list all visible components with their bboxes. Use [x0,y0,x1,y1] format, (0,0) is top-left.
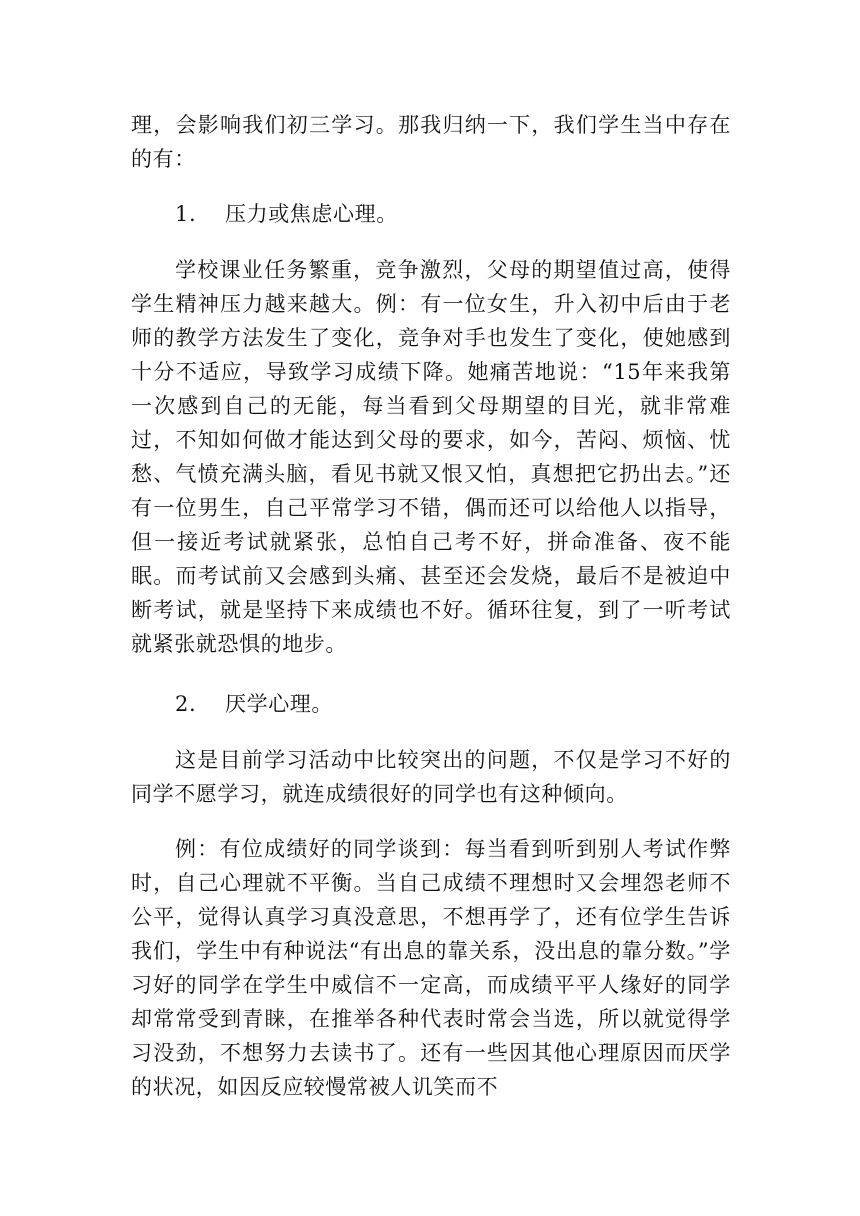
list-item-label: 压力或焦虑心理。 [225,202,398,226]
list-number: 2. [175,692,197,716]
list-item-pressure [175,197,398,231]
paragraph-boredom-description: 这是目前学习活动中比较突出的问题，不仅是学习不好的同学不愿学习，就连成绩很好的同学也有这种倾向。 [131,748,731,806]
list-item-label: 厌学心理。 [225,692,333,716]
list-number: 1. [175,202,197,226]
paragraph-pressure-examples: 学校课业任务繁重，竞争激烈，父母的期望值过高，使得学生精神压力越来越大。例：有一位女生，升入初中后由于老师的教学方法发生了变化，竞争对手也发生了变化，使她感到十分不适应，导致学习成绩下降。她痛苦地说：“15年来我第一次感到自己的无能，每当看到父母期望的目光，就非常难过，不知如何做才能达到父母的要求，如今，苦闷、烦恼、忧愁、气愤充满头脑，看见书就又恨又怕，真想把它扔出去。”还有一位男生，自己平常学习不错，偶而还可以给他人以指导，但一接近考试就紧张，总怕自己考不好，拼命准备、夜不能眠。而考试前又会感到头痛、甚至还会发烧，最后不是被迫中断考试，就是坚持下来成绩也不好。循环往复，到了一听考试就紧张就恐惧的地步。 [131,258,731,656]
list-item-boredom [175,687,333,721]
paragraph-boredom-examples: 例：有位成绩好的同学谈到：每当看到听到别人考试作弊时，自己心理就不平衡。当自己成绩不理想时又会埋怨老师不公平，觉得认真学习真没意思，不想再学了，还有位学生告诉我们，学生中有种说法“有出息的靠关系，没出息的靠分数。”学习好的同学在学生中威信不一定高，而成绩平平人缘好的同学却常常受到青睐，在推举各种代表时常会当选，所以就觉得学习没劲，不想努力去读书了。还有一些因其他心理原因而厌学的状况，如因反应较慢常被人讥笑而不 [131,837,731,1099]
paragraph-intro: 理，会影响我们初三学习。那我归纳一下，我们学生当中存在的有： [131,113,731,171]
